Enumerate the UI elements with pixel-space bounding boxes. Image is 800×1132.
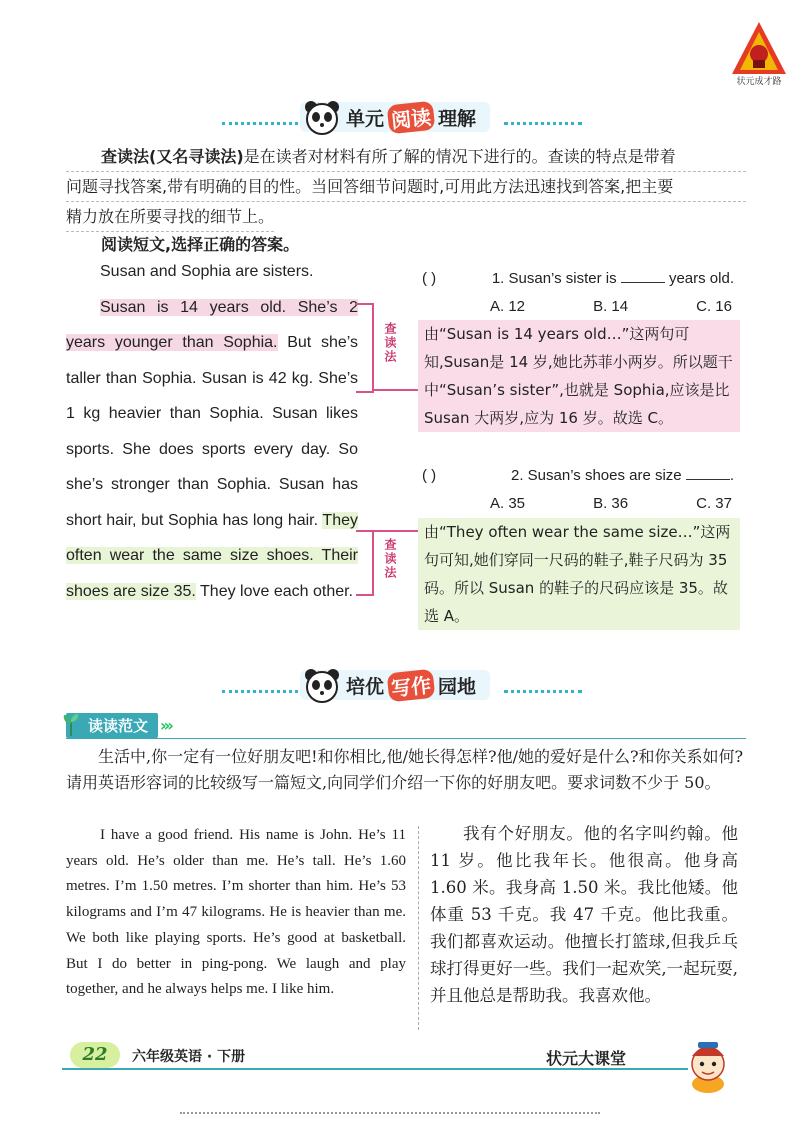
passage-highlight-2: They often wear the same size shoes. Their shoes are size 35. [66, 511, 358, 600]
q2-paren: ( ) [422, 467, 437, 484]
mascot-icon [680, 1034, 736, 1094]
passage-title-line: Susan and Sophia are sisters. [100, 263, 314, 280]
q1-blank [621, 270, 665, 283]
essay-divider [418, 826, 419, 1030]
reading-passage [66, 254, 358, 609]
q1-option-b: B. 14 [593, 298, 629, 315]
q1-text-a: 1. Susan’s sister is [491, 270, 617, 287]
book-name: 六年级英语 · 下册 [132, 1049, 246, 1065]
q2-explanation: 由“They often wear the same size…”这两句可知,她们穿同一尺码的鞋子,鞋子尺码为 35 码。所以 Susan 的鞋子的尺码应该是 35。故选 A。 [418, 518, 740, 630]
method-term: 查读法(又名寻读法) [101, 147, 244, 166]
side-label-2: 查读法 [383, 538, 397, 580]
section-title-pre: 单元 [346, 107, 385, 130]
q1-option-a: A. 12 [490, 298, 526, 315]
bottom-decoration [180, 1112, 600, 1114]
q2-text-a: 2. Susan’s shoes are size [511, 467, 682, 484]
question-1 [422, 270, 734, 287]
side-label-1: 查读法 [383, 322, 397, 364]
q2-text-b: . [729, 467, 734, 484]
q2-blank [686, 467, 730, 480]
connector-line-2 [372, 530, 418, 532]
brand-name: 状元大课堂 [546, 1049, 627, 1068]
method-intro [66, 142, 746, 232]
q1-explanation: 由“Susan is 14 years old…”这两句可知,Susan是 14 岁,她比苏菲小两岁。所以题干中“Susan’s sister”,也就是 Sophia,应该是比 Susan 大两岁,应为 16 岁。故选 C。 [418, 320, 740, 432]
passage-middle: But she’s taller than Sophia. Susan is 42 kg. She’s 1 kg heavier than Sophia. Susan likes sports. She does sports every day. So she’s stronger than Sophia. Susan has short hair, but Sophia has long hair. [66, 334, 359, 529]
section-header-writing [222, 664, 582, 704]
intro-line2: 问题寻找答案,带有明确的目的性。当回答细节问题时,可用此方法迅速找到答案,把主要 [66, 172, 746, 202]
chevrons-right-icon: ››› [160, 715, 171, 735]
read-model-header [66, 713, 171, 737]
section-title-post: 理解 [438, 107, 477, 130]
q1-text-b: years old. [668, 270, 734, 287]
passage-end: They love each other. [195, 582, 353, 600]
section-header-reading [222, 96, 582, 136]
section2-title-highlight: 写作 [387, 668, 436, 702]
read-model-label: 读读范文 [66, 713, 158, 738]
section2-title-pre: 培优 [346, 675, 385, 698]
q2-option-c: C. 37 [696, 495, 732, 512]
q1-options [490, 298, 732, 315]
q1-option-c: C. 16 [696, 298, 732, 315]
question-2 [422, 467, 734, 484]
instruction: 阅读短文,选择正确的答案。 [101, 235, 300, 254]
intro-line3: 精力放在所要寻找的细节上。 [66, 202, 274, 232]
model-essay-chinese: 我有个好朋友。他的名字叫约翰。他11 岁。他比我年长。他很高。他身高 1.60 米。我身高 1.50 米。我比他矮。他体重 53 千克。我 47 千克。他比我重。我们都喜欢运动。他擅长打篮球,但我乒乓球打得更好一些。我们一起欢笑,一起玩耍,并且他总是帮助我。我喜欢他。 [430, 824, 738, 1005]
section2-title-post: 园地 [438, 675, 477, 698]
page-number: 22 [70, 1042, 120, 1068]
connector-line-1 [372, 389, 418, 391]
read-model-underline [66, 738, 746, 739]
panda-icon [302, 98, 342, 138]
connector-bracket-1 [356, 303, 374, 393]
passage-highlight-1: Susan is 14 years old. She’s 2 years younger than Sophia. [66, 298, 358, 351]
intro-line1: 是在读者对材料有所了解的情况下进行的。查读的特点是带着 [243, 147, 676, 166]
model-essay-english: I have a good friend. His name is John. He’s 11 years old. He’s older than me. He’s tall. He’s 1.60 metres. I’m 1.50 metres. I’m shorter than him. He’s 53 kilograms and I’m 47 kilograms. He is heavier than me. We both like playing sports. He’s good at basketball. But I do better in ping-pong. We laugh and play together, and he always helps me. I like him. [66, 827, 406, 998]
q2-option-a: A. 35 [490, 495, 526, 512]
section-title-highlight: 阅读 [387, 100, 436, 134]
panda-icon [302, 666, 342, 706]
connector-bracket-2 [356, 530, 374, 596]
q2-option-b: B. 36 [593, 495, 629, 512]
sprout-icon [62, 712, 80, 736]
logo-caption: 状元成才路 [736, 77, 782, 87]
writing-task: 生活中,你一定有一位好朋友吧!和你相比,他/她长得怎样?他/她的爱好是什么?和你关系如何?请用英语形容词的比较级写一篇短文,向同学们介绍一下你的好朋友吧。要求词数不少于 50。 [66, 747, 744, 792]
q2-options [490, 495, 732, 512]
q1-paren: ( ) [422, 270, 437, 287]
